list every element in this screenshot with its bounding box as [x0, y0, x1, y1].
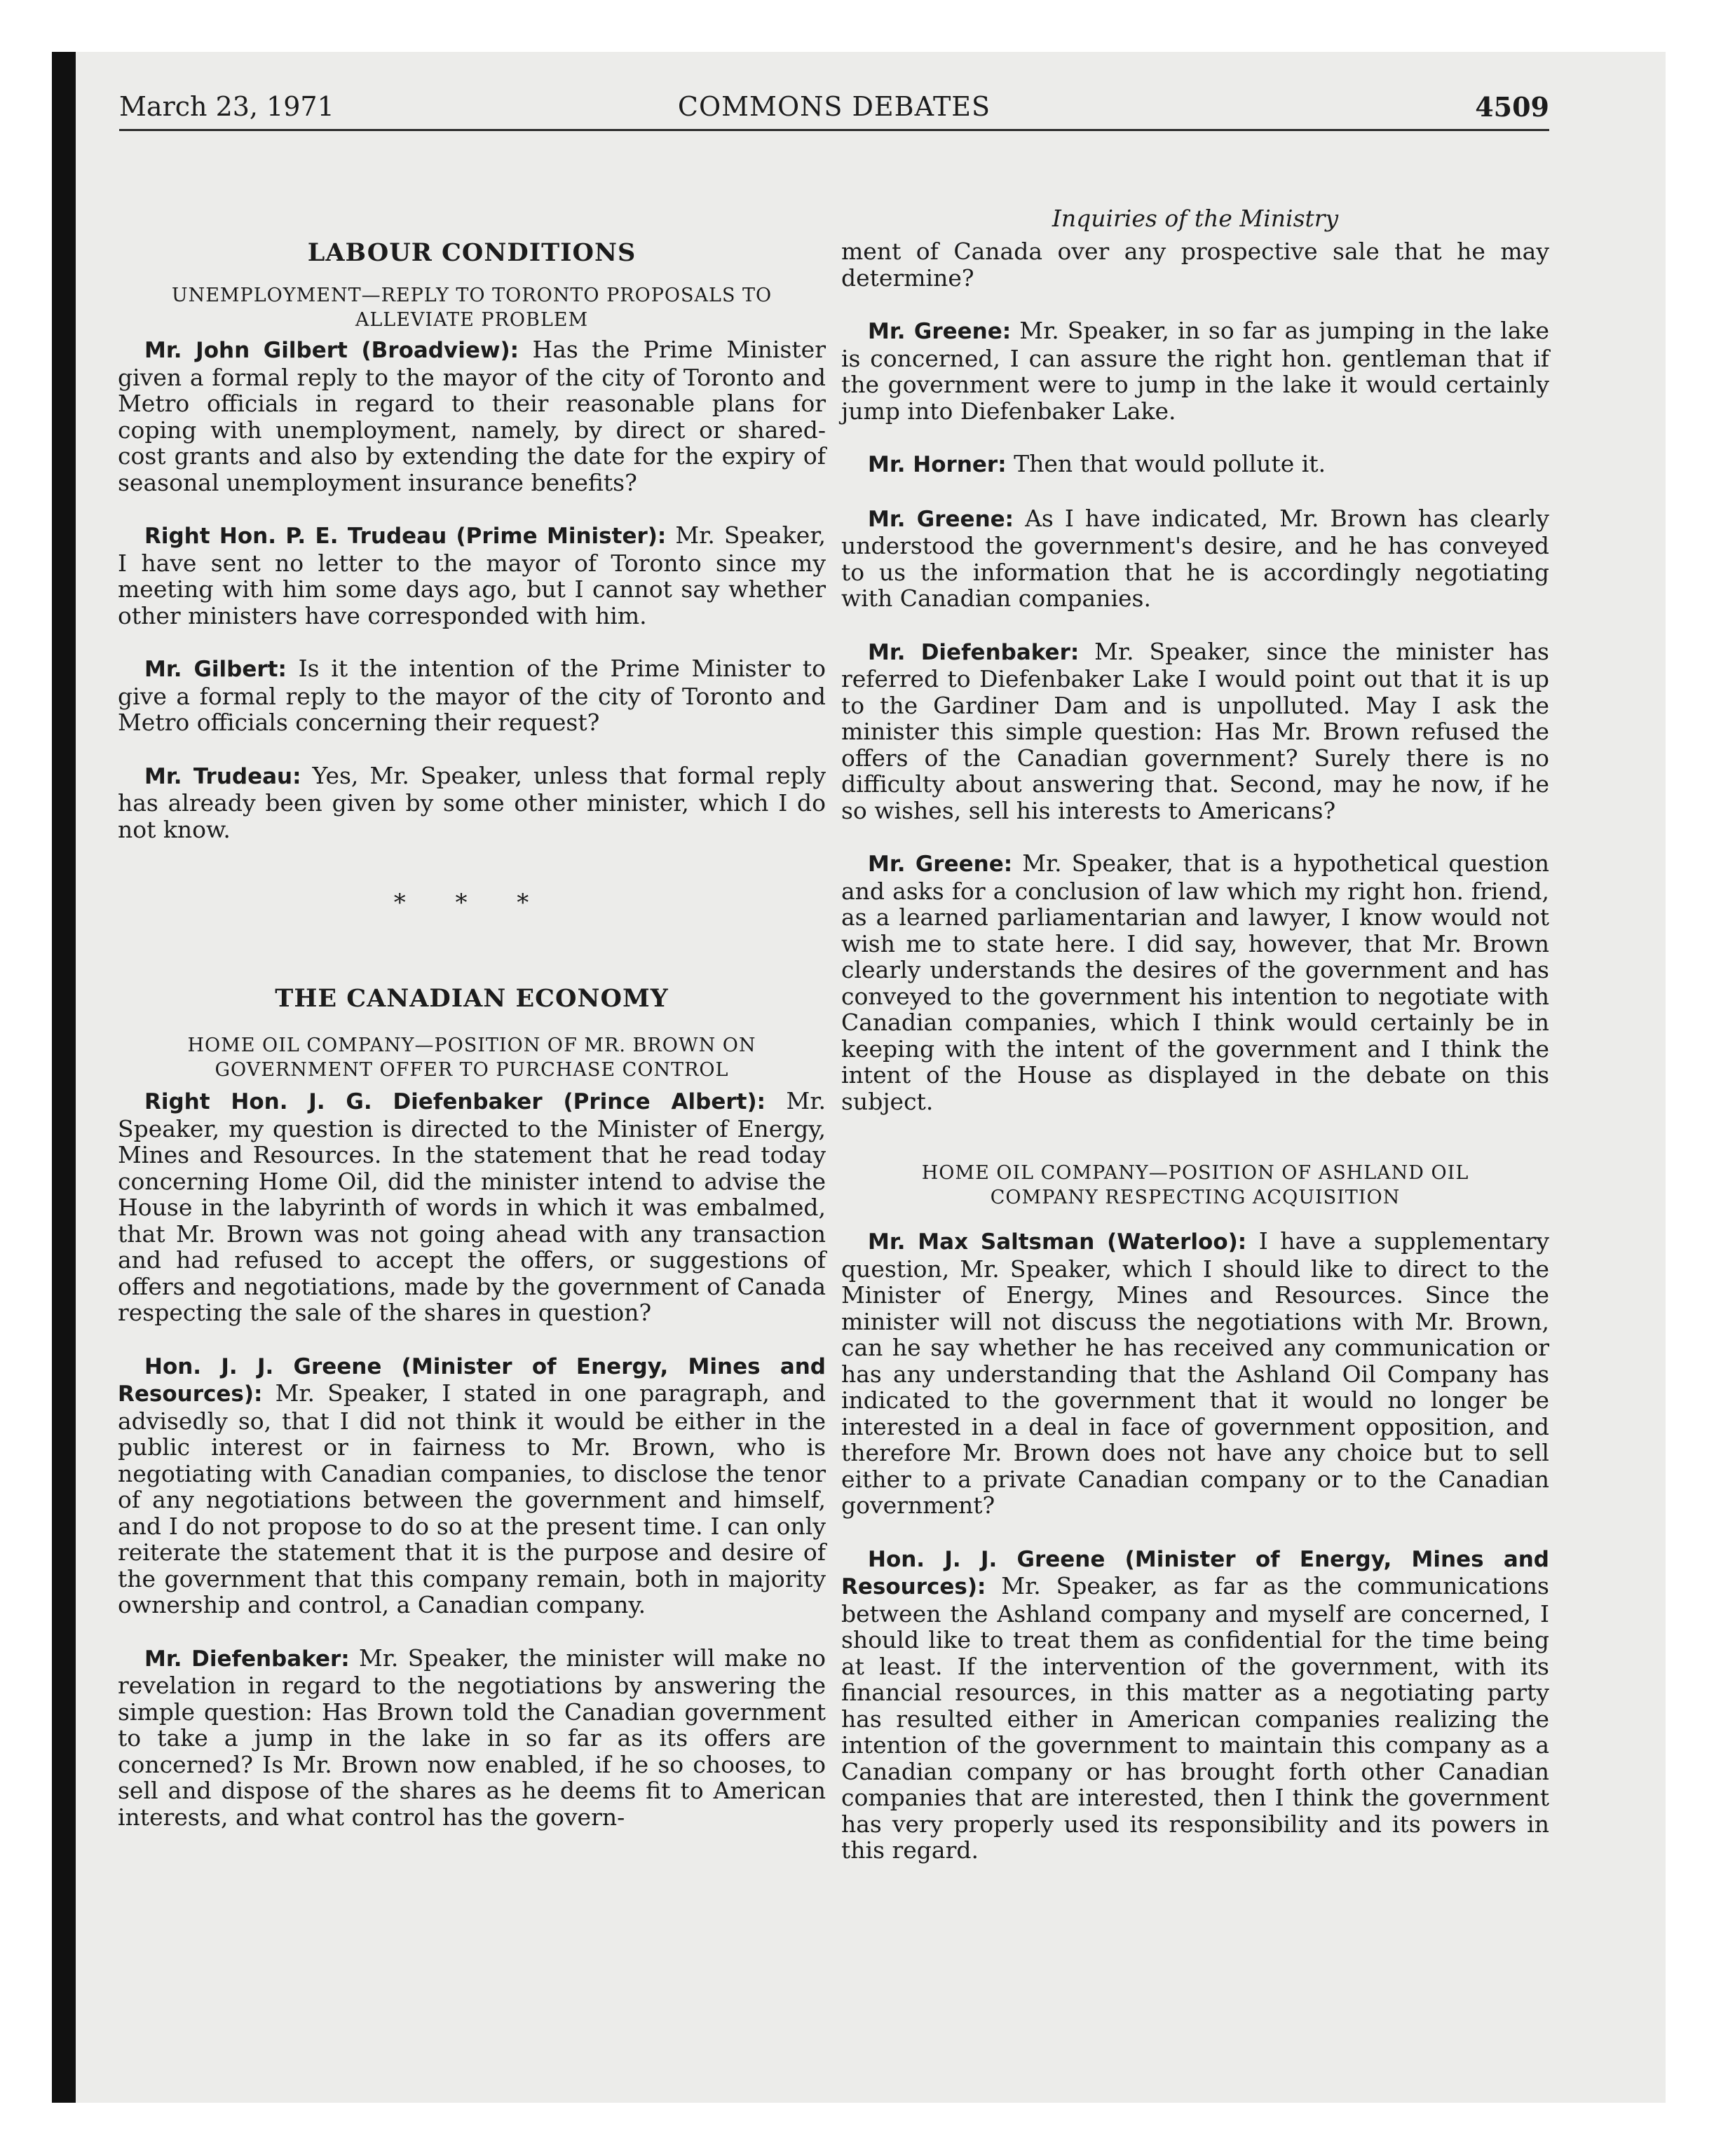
paragraph	[841, 850, 1549, 1114]
speaker-name: Mr. Gilbert:	[144, 657, 287, 682]
paragraph-text: Yes, Mr. Speaker, unless that formal reply has already been given by some other minister, which I do not know.	[118, 761, 826, 843]
paragraph-text: Is it the intention of the Prime Minister to give a formal reply to the mayor of the city of Toronto and Metro officials concerning their request?	[118, 655, 826, 736]
paragraph	[841, 1546, 1549, 1864]
paragraph	[841, 451, 1549, 479]
subhead-home-oil-brown: HOME OIL COMPANY—POSITION OF MR. BROWN ON GOVERNMENT OFFER TO PURCHASE CONTROL	[187, 1035, 756, 1081]
left-column	[118, 143, 826, 1830]
paragraph-text: Mr. Speaker, my question is directed to the Minister of Energy, Mines and Resources. In the statement that he read today concerning Home Oil, did the minister intend to advise the House in the labyrinth of words in which it was embalmed, that Mr. Brown was not going ahead with any transaction and had refused to accept the offers, or suggestions of offers and negotiations, made by the government of Canada respecting the sale of the shares in question?	[118, 1087, 826, 1326]
paragraph-text: As I have indicated, Mr. Brown has clearly understood the government's desire, and he has conveyed to us the information that he is accordingly negotiating with Canadian companies.	[841, 504, 1549, 612]
header-title: COMMONS DEBATES	[677, 91, 991, 122]
subhead-ashland: HOME OIL COMPANY—POSITION OF ASHLAND OIL COMPANY RESPECTING ACQUISITION	[921, 1162, 1469, 1208]
speaker-name: Mr. Max Saltsman (Waterloo):	[868, 1229, 1247, 1255]
speaker-name: Hon. J. J. Greene (Minister of Energy, Mines and Resources):	[118, 1353, 826, 1407]
paragraph-text: Mr. Speaker, as far as the communications between the Ashland company and myself are concerned, I should like to treat them as confidential for the time being at least. If the intervention of the government, with its financial resources, in this matter as a negotiating party has resulted either in American companies realizing the intention of the government to maintain this company as a Canadian company or has brought forth other Canadian companies that are interested, then I think the government has very properly used its responsibility and its powers in this regard.	[841, 1572, 1549, 1864]
paragraph	[841, 1228, 1549, 1519]
speaker-name: Mr. Greene:	[868, 852, 1013, 877]
speaker-name: Mr. Trudeau:	[144, 763, 301, 789]
speaker-name: Mr. Horner:	[868, 452, 1007, 477]
paragraph-text: Mr. Speaker, I stated in one paragraph, and advisedly so, that I did not think it would be either in the public interest or in fairness to Mr. Brown, who is negotiating with Canadian companies, to disclose the tenor of any negotiations between the government and himself, and I do not propose to do so at the present time. I can only reiterate the statement that it is the purpose and desire of the government that this company remain, both in majority ownership and control, a Canadian company.	[118, 1379, 826, 1618]
paragraph	[118, 655, 826, 736]
column-heading: Inquiries of the Ministry	[1052, 205, 1339, 232]
section-title-labour: LABOUR CONDITIONS	[307, 238, 637, 267]
paragraph	[118, 336, 826, 496]
section-separator: * * *	[393, 889, 550, 917]
paragraph	[118, 1088, 826, 1326]
header-page-number: 4509	[1475, 91, 1549, 123]
speaker-name: Right Hon. J. G. Diefenbaker (Prince Albert):	[144, 1089, 766, 1114]
paragraph-continued: ment of Canada over any prospective sale that he may determine?	[841, 238, 1549, 292]
speaker-name: Mr. Greene:	[868, 319, 1012, 344]
running-head	[119, 90, 1549, 131]
scan-edge-shadow	[52, 52, 76, 2103]
paragraph-text: Mr. Speaker, the minister will make no revelation in regard to the negotiations by answering the simple question: Has Brown told the Canadian government to take a jump in the lake in so far as its offers are concerned? Is Mr. Brown now enabled, if he so chooses, to sell and dispose of the shares as he deems fit to American interests, and what control has the govern-	[118, 1644, 826, 1831]
paragraph	[118, 763, 826, 843]
header-date: March 23, 1971	[119, 91, 334, 122]
speaker-name: Mr. Greene:	[868, 506, 1014, 532]
speaker-name: Right Hon. P. E. Trudeau (Prime Minister):	[144, 524, 667, 549]
paragraph-text: Mr. Speaker, that is a hypothetical question and asks for a conclusion of law which my right hon. friend, as a learned parliamentarian and lawyer, I know would not wish me to state here. I did say, however, that Mr. Brown clearly understands the desires of the government and has conveyed to the government his intention to negotiate with Canadian companies, which I think would certainly be in keeping with the intent of the government and I think the intent of the House as displayed in the debate on this subject.	[841, 850, 1549, 1115]
paragraph-text: Mr. Speaker, since the minister has referred to Diefenbaker Lake I would point out that it is up to the Gardiner Dam and is unpolluted. May I ask the minister this simple question: Has Mr. Brown refused the offers of the Canadian government? Surely there is no difficulty about answering that. Second, may he now, if he so wishes, sell his interests to Americans?	[841, 637, 1549, 824]
section-title-economy: THE CANADIAN ECONOMY	[275, 984, 669, 1013]
paragraph	[118, 1353, 826, 1618]
paragraph	[841, 318, 1549, 424]
speaker-name: Mr. Diefenbaker:	[868, 639, 1080, 665]
speaker-name: Hon. J. J. Greene (Minister of Energy, Mines and Resources):	[841, 1546, 1549, 1599]
paragraph-text: I have a supplementary question, Mr. Speaker, which I should like to direct to the Minister of Energy, Mines and Resources. Since the minister will not discuss the negotiations with Mr. Brown, can he say whether he has received any communication or has any understanding that the Ashland Oil Company has indicated to the government that it would no longer be interested in a deal in face of government opposition, and therefore Mr. Brown does not have any choice but to sell either to a private Canadian company or to the Canadian government?	[841, 1227, 1549, 1519]
paragraph-text: Has the Prime Minister given a formal reply to the mayor of the city of Toronto and Metro officials in regard to their reasonable plans for coping with unemployment, namely, by direct or shared-cost grants and also by extending the date for the expiry of seasonal unemployment insurance benefits?	[118, 336, 826, 496]
speaker-name: Mr. Diefenbaker:	[144, 1646, 350, 1672]
paragraph	[118, 522, 826, 629]
paragraph	[118, 1645, 826, 1831]
paragraph-text: Mr. Speaker, I have sent no letter to the mayor of Toronto since my meeting with him some days ago, but I cannot say whether other ministers have corresponded with him.	[118, 521, 826, 629]
speaker-name: Mr. John Gilbert (Broadview):	[144, 338, 519, 363]
paragraph-text: Mr. Speaker, in so far as jumping in the lake is concerned, I can assure the right hon. gentleman that if the government were to jump in the lake it would certainly jump into Diefenbaker Lake.	[841, 317, 1549, 425]
paragraph	[841, 639, 1549, 824]
subhead-unemployment: UNEMPLOYMENT—REPLY TO TORONTO PROPOSALS TO ALLEVIATE PROBLEM	[171, 285, 773, 331]
paragraph-text: Then that would pollute it.	[1014, 450, 1326, 477]
paragraph	[841, 505, 1549, 612]
right-column	[841, 143, 1549, 1864]
